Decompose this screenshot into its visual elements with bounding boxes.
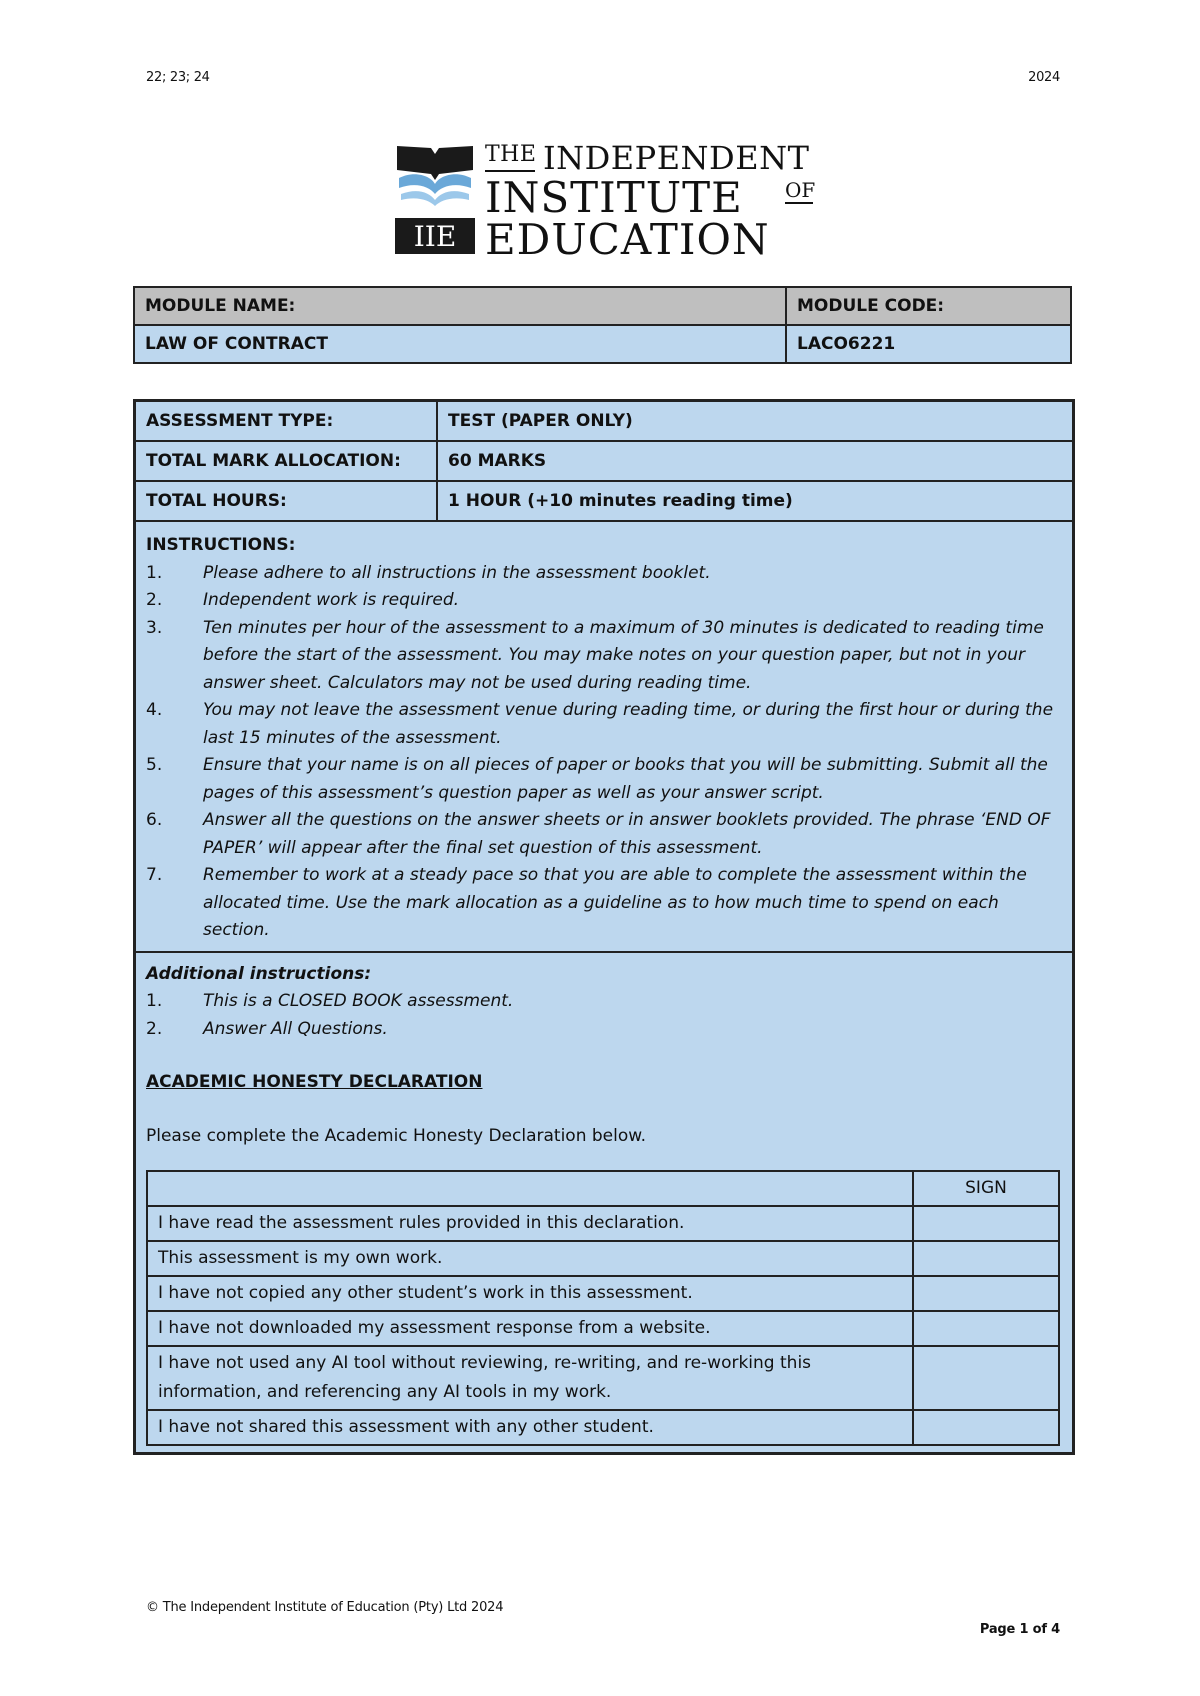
- iie-logo: [395, 139, 816, 264]
- logo-education: EDUCATION: [485, 215, 770, 264]
- header-year: 2024: [1028, 70, 1060, 85]
- item-number: 1.: [146, 562, 163, 583]
- module-table: [133, 286, 1072, 364]
- item-text: Answer all the questions on the answer sheets or in answer booklets provided. The phrase ‘END OF PAPER’ will appear after the final set question of this assessment.: [203, 810, 1051, 858]
- declaration-statement: I have not shared this assessment with any other student.: [147, 1410, 913, 1445]
- additional-list: [146, 988, 1062, 1043]
- declaration-header-blank: [147, 1171, 913, 1206]
- logo-the: THE: [485, 142, 537, 167]
- item-text: Remember to work at a steady pace so that you are able to complete the assessment within the allocated time. Use the mark allocation as a guideline as to how much time to spend on each section.: [203, 865, 1027, 940]
- sign-cell[interactable]: [913, 1410, 1059, 1445]
- item-number: 1.: [146, 991, 163, 1011]
- sign-cell[interactable]: [913, 1276, 1059, 1311]
- logo-independent: INDEPENDENT: [543, 139, 810, 177]
- logo-institute: INSTITUTE: [485, 173, 743, 222]
- list-item: [146, 988, 1062, 1016]
- sign-cell[interactable]: [913, 1346, 1059, 1410]
- footer-copyright: © The Independent Institute of Education (Pty) Ltd 2024: [146, 1600, 504, 1615]
- assessment-type-value: TEST (PAPER ONLY): [437, 402, 1072, 441]
- additional-section: [136, 953, 1072, 1447]
- total-hours-label: TOTAL HOURS:: [136, 481, 437, 521]
- declaration-statement: I have not downloaded my assessment response from a website.: [147, 1311, 913, 1346]
- assessment-details-table: [136, 402, 1072, 522]
- item-text: This is a CLOSED BOOK assessment.: [203, 991, 514, 1011]
- item-number: 2.: [146, 590, 163, 610]
- declaration-statement: I have not copied any other student’s work in this assessment.: [147, 1276, 913, 1311]
- declaration-statement: This assessment is my own work.: [147, 1241, 913, 1276]
- item-text: Please adhere to all instructions in the assessment booklet.: [203, 562, 711, 583]
- book-emblem-icon: [395, 140, 475, 258]
- module-code-value: LACO6221: [786, 325, 1071, 363]
- list-item: [146, 1016, 1062, 1044]
- instructions-list: [146, 560, 1062, 945]
- sign-cell[interactable]: [913, 1311, 1059, 1346]
- total-marks-label: TOTAL MARK ALLOCATION:: [136, 441, 437, 481]
- item-number: 4.: [146, 700, 163, 720]
- item-number: 2.: [146, 1018, 163, 1039]
- item-text: Ensure that your name is on all pieces of paper or books that you will be submitting. Submit all the pages of this assessment’s question paper as well as your answer script.: [203, 755, 1048, 803]
- table-row: [147, 1276, 1059, 1311]
- module-name-label: MODULE NAME:: [134, 287, 786, 325]
- table-row: [147, 1241, 1059, 1276]
- total-hours-value: 1 HOUR (+10 minutes reading time): [437, 481, 1072, 521]
- list-item: [146, 615, 1062, 698]
- total-marks-value: 60 MARKS: [437, 441, 1072, 481]
- sign-header: SIGN: [913, 1171, 1059, 1206]
- list-item: [146, 697, 1062, 752]
- declaration-title: ACADEMIC HONESTY DECLARATION: [146, 1072, 483, 1092]
- declaration-table: [146, 1170, 1060, 1446]
- item-number: 3.: [146, 617, 163, 638]
- table-row: [147, 1206, 1059, 1241]
- item-text: Ten minutes per hour of the assessment to a maximum of 30 minutes is dedicated to reading time before the start of the assessment. You may make notes on your question paper, but not in your answer sheet. Calculators may not be used during reading time.: [203, 617, 1044, 693]
- module-name-value: LAW OF CONTRACT: [134, 325, 786, 363]
- logo-badge-text: IIE: [413, 220, 457, 253]
- list-item: [146, 752, 1062, 807]
- item-number: 6.: [146, 810, 163, 830]
- assessment-box: [133, 399, 1075, 1455]
- declaration-statement: I have read the assessment rules provided in this declaration.: [147, 1206, 913, 1241]
- item-number: 5.: [146, 755, 163, 775]
- table-row: [147, 1171, 1059, 1206]
- sign-cell[interactable]: [913, 1241, 1059, 1276]
- item-number: 7.: [146, 865, 163, 885]
- item-text: You may not leave the assessment venue during reading time, or during the first hour or during the last 15 minutes of the assessment.: [203, 700, 1054, 748]
- list-item: [146, 587, 1062, 615]
- table-row: [147, 1410, 1059, 1445]
- instructions-title: INSTRUCTIONS:: [146, 535, 296, 555]
- list-item: [146, 807, 1062, 862]
- header-left-text: 22; 23; 24: [146, 70, 210, 85]
- declaration-subtitle: Please complete the Academic Honesty Declaration below.: [146, 1125, 646, 1146]
- table-row: [147, 1346, 1059, 1410]
- logo-of: OF: [785, 178, 816, 202]
- instructions-section: [136, 522, 1072, 953]
- sign-cell[interactable]: [913, 1206, 1059, 1241]
- item-text: Independent work is required.: [203, 590, 460, 610]
- assessment-type-label: ASSESSMENT TYPE:: [136, 402, 437, 441]
- list-item: [146, 560, 1062, 588]
- declaration-statement: I have not used any AI tool without reviewing, re-writing, and re-working this information, and referencing any AI tools in my work.: [147, 1346, 913, 1410]
- list-item: [146, 862, 1062, 945]
- footer-page-number: Page 1 of 4: [979, 1622, 1060, 1637]
- item-text: Answer All Questions.: [203, 1018, 388, 1039]
- additional-title: Additional instructions:: [146, 963, 372, 984]
- table-row: [147, 1311, 1059, 1346]
- module-code-label: MODULE CODE:: [786, 287, 1071, 325]
